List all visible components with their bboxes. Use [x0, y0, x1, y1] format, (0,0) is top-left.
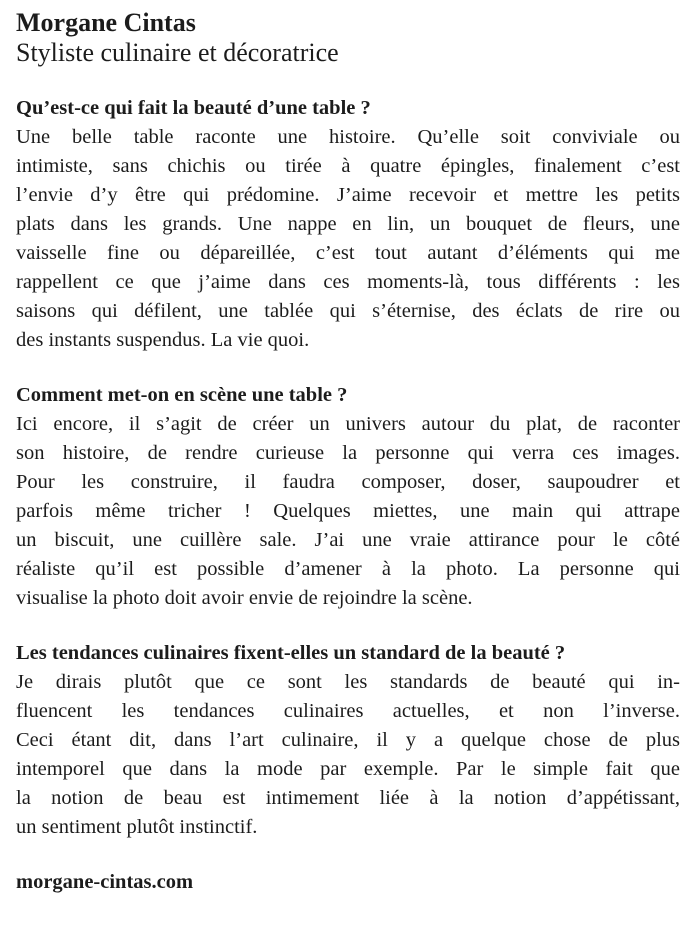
- author-role: Styliste culinaire et décoratrice: [16, 38, 339, 67]
- answer-line: fluencent les tendances culinaires actuelles, et non l’inverse.: [16, 700, 680, 722]
- author-name: Morgane Cintas: [16, 8, 196, 37]
- answer-line: parfois même tricher ! Quelques miettes, une main qui attrape: [16, 500, 680, 522]
- website-link[interactable]: morgane-cintas.com: [16, 871, 194, 893]
- answer-line: intemporel que dans la mode par exemple. Par le simple fait que: [16, 758, 680, 780]
- answer-2: [16, 410, 680, 613]
- answer-line: la notion de beau est intimement liée à la notion d’appétissant,: [16, 787, 680, 809]
- answer-line: Ceci étant dit, dans l’art culinaire, il y a quelque chose de plus: [16, 729, 680, 751]
- answer-line: saisons qui défilent, une tablée qui s’éternise, des éclats de rire ou: [16, 300, 680, 322]
- answer-line: Je dirais plutôt que ce sont les standards de beauté qui in-: [16, 671, 680, 693]
- question-3: Les tendances culinaires fixent-elles un standard de la beauté ?: [16, 642, 566, 664]
- answer-line: un sentiment plutôt instinctif.: [16, 816, 258, 838]
- answer-line: vaisselle fine ou dépareillée, c’est tout autant d’éléments qui me: [16, 242, 680, 264]
- qa-block-2: [16, 381, 680, 613]
- answer-line: des instants suspendus. La vie quoi.: [16, 329, 310, 351]
- answer-line: Ici encore, il s’agit de créer un univers autour du plat, de raconter: [16, 413, 680, 435]
- answer-line: l’envie d’y être qui prédomine. J’aime recevoir et mettre les petits: [16, 184, 680, 206]
- answer-line: Une belle table raconte une histoire. Qu’elle soit conviviale ou: [16, 126, 680, 148]
- answer-line: rappellent ce que j’aime dans ces moments-là, tous différents : les: [16, 271, 680, 293]
- answer-line: intimiste, sans chichis ou tirée à quatre épingles, finalement c’est: [16, 155, 680, 177]
- qa-block-1: [16, 94, 680, 355]
- answer-line: un biscuit, une cuillère sale. J’ai une vraie attirance pour le côté: [16, 529, 680, 551]
- question-2: Comment met-on en scène une table ?: [16, 384, 348, 406]
- answer-line: son histoire, de rendre curieuse la personne qui verra ces images.: [16, 442, 680, 464]
- answer-3: [16, 668, 680, 842]
- question-1: Qu’est-ce qui fait la beauté d’une table ?: [16, 97, 371, 119]
- answer-1: [16, 123, 680, 355]
- answer-line: plats dans les grands. Une nappe en lin, un bouquet de fleurs, une: [16, 213, 680, 235]
- answer-line: visualise la photo doit avoir envie de rejoindre la scène.: [16, 587, 473, 609]
- answer-line: réaliste qu’il est possible d’amener à la photo. La personne qui: [16, 558, 680, 580]
- qa-block-3: [16, 639, 680, 842]
- answer-line: Pour les construire, il faudra composer, doser, saupoudrer et: [16, 471, 680, 493]
- article: [16, 8, 680, 897]
